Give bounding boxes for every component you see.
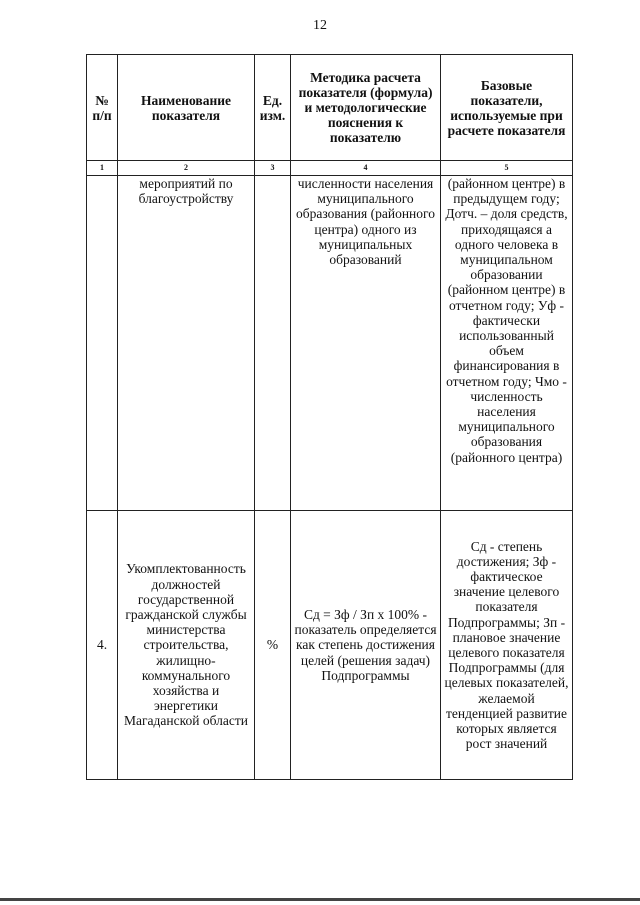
indicator-name-cell: Укомплектованность должностей государственной гражданской службы министерства строительства, жилищно-коммунального хозяйства и энергетики Магаданской области xyxy=(118,511,255,780)
scan-bottom-edge xyxy=(0,898,640,901)
column-number: 5 xyxy=(441,161,573,176)
column-number: 3 xyxy=(255,161,291,176)
unit-cell xyxy=(255,176,291,511)
column-number: 1 xyxy=(87,161,118,176)
column-number: 2 xyxy=(118,161,255,176)
method-cell: Сд = Зф / Зп х 100% - показатель определяется как степень достижения целей (решения задач) Подпрограммы xyxy=(291,511,441,780)
row-number-cell: 4. xyxy=(87,511,118,780)
header-calculation-method: Методика расчета показателя (формула) и методологические пояснения к показателю xyxy=(291,55,441,161)
method-cell: численности населения муниципального образования (районного центра) одного из муниципальных образований xyxy=(291,176,441,511)
header-unit: Ед. изм. xyxy=(255,55,291,161)
table-row xyxy=(87,176,573,511)
column-number-row xyxy=(87,161,573,176)
header-number: № п/п xyxy=(87,55,118,161)
base-indicators-cell: Сд - степень достижения; Зф - фактическое значение целевого показателя Подпрограммы; Зп - плановое значение целевого показателя Подпрограммы (для целевых показателей, желаемой тенденцией развитие которых является рост значений xyxy=(441,511,573,780)
indicator-name-cell: мероприятий по благоустройству xyxy=(118,176,255,511)
table-header-row xyxy=(87,55,573,161)
indicator-table xyxy=(86,54,573,780)
page-number: 12 xyxy=(313,18,327,33)
header-indicator-name: Наименование показателя xyxy=(118,55,255,161)
header-base-indicators: Базовые показатели, используемые при расчете показателя xyxy=(441,55,573,161)
unit-cell: % xyxy=(255,511,291,780)
base-indicators-cell: (районном центре) в предыдущем году; Дотч. – доля средств, приходящаяся а одного человека в муниципальном образовании (районном центре) в отчетном году; Уф - фактически использованный объем финансирования в отчетном году; Чмо - численность населения муниципального образования (районного центра) xyxy=(441,176,573,511)
table-row xyxy=(87,511,573,780)
row-number-cell xyxy=(87,176,118,511)
column-number: 4 xyxy=(291,161,441,176)
